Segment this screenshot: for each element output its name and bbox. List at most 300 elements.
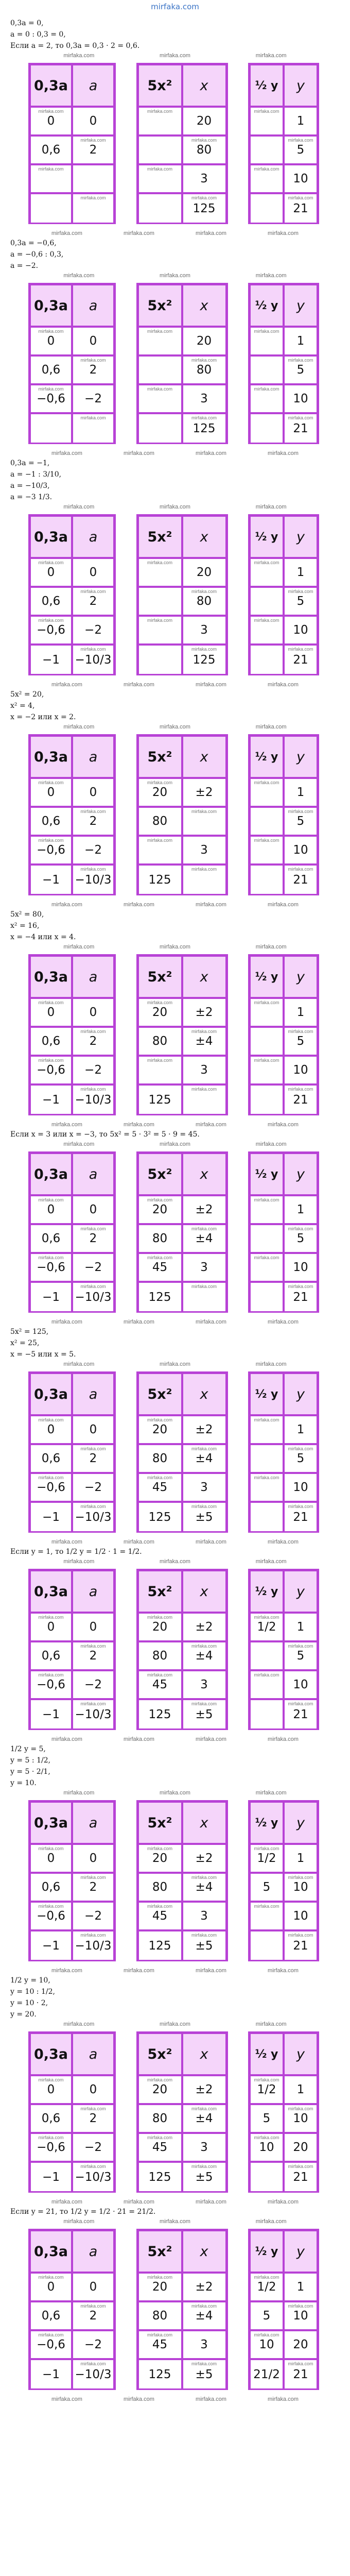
watermark: mirfaka.com (63, 53, 95, 59)
table-header-cell: 5x² (138, 1570, 182, 1613)
table-cell (72, 1670, 114, 1699)
tables-row (28, 734, 319, 895)
table-cell-value: 2 (89, 363, 97, 377)
watermark: mirfaka.com (124, 1968, 154, 1974)
table-cell-value: −0,6 (37, 1678, 65, 1691)
table-cell-value: −2 (84, 1261, 102, 1274)
solution-step (0, 1975, 350, 2020)
watermark: mirfaka.com (191, 589, 217, 594)
table-cell-value: 125 (192, 421, 216, 435)
table-header-cell: x (182, 1802, 226, 1844)
table-cell (30, 2330, 72, 2359)
table-cell (182, 164, 226, 193)
watermark: mirfaka.com (51, 2199, 82, 2205)
table-cell (250, 1084, 284, 1115)
table-cell (182, 2075, 226, 2104)
table-header-cell: a (72, 1373, 114, 1415)
table-cell (30, 1415, 72, 1444)
table-cell-value: 0,6 (41, 1649, 61, 1663)
watermark: mirfaka.com (147, 618, 173, 623)
table-header-cell: y (284, 1373, 318, 1415)
table-cell (250, 998, 284, 1027)
table-cell-value: 5 (262, 2309, 271, 2323)
table-03a (28, 954, 116, 1115)
tables-row (28, 1800, 319, 1961)
watermark: mirfaka.com (255, 53, 287, 59)
table-cell (30, 107, 72, 135)
table-cell (250, 1670, 284, 1699)
table-cell (284, 1902, 318, 1930)
table-cell (138, 2162, 182, 2192)
table-header-cell: x (182, 1570, 226, 1613)
table-cell (250, 2330, 284, 2359)
equation-line: a = −3 1/3. (10, 493, 52, 501)
table-5x2 (136, 1800, 228, 1961)
table-cell-value: 80 (152, 1035, 168, 1048)
table-cell (30, 1444, 72, 1473)
tables-row (28, 2031, 319, 2193)
watermark: mirfaka.com (147, 1000, 173, 1005)
equation-line: y = 5 · 2/1, (10, 1768, 50, 1776)
table-cell (284, 998, 318, 1027)
solution-step (0, 457, 350, 503)
table-cell-value: 3 (200, 1481, 208, 1494)
watermark: mirfaka.com (80, 1933, 106, 1938)
solution-step (0, 1546, 350, 1557)
table-cell-value: 21 (293, 2170, 308, 2184)
table-cell (72, 616, 114, 645)
watermark: mirfaka.com (80, 2106, 106, 2111)
watermark: mirfaka.com (80, 358, 106, 363)
watermark: mirfaka.com (51, 230, 82, 236)
table-cell-value: −10/3 (75, 1290, 112, 1304)
table-cell-value: −1 (42, 1510, 60, 1524)
table-cell (30, 1613, 72, 1641)
table-cell (72, 2359, 114, 2389)
table-cell (72, 2162, 114, 2192)
table-cell-value: 1 (296, 2280, 305, 2294)
table-cell (138, 1473, 182, 1502)
watermark: mirfaka.com (255, 2021, 287, 2027)
watermark: mirfaka.com (268, 230, 299, 236)
table-cell (30, 778, 72, 807)
site-logo[interactable]: mirfaka.com (151, 2, 199, 11)
watermark: mirfaka.com (80, 867, 106, 872)
table-cell (284, 413, 318, 444)
table-cell-value: 20 (152, 1006, 168, 1019)
table-cell (250, 1473, 284, 1502)
site-header (0, 0, 350, 18)
table-cell-value: 80 (152, 1232, 168, 1245)
table-cell-value: 20 (152, 1203, 168, 1216)
table-cell-value: 0,6 (41, 1880, 61, 1894)
watermark: mirfaka.com (255, 1558, 287, 1565)
table-cell (138, 778, 182, 807)
watermark: mirfaka.com (254, 386, 279, 392)
watermark-row (0, 901, 350, 909)
table-cell (182, 807, 226, 836)
watermark: mirfaka.com (38, 1615, 64, 1620)
table-cell-value: 80 (152, 1452, 168, 1465)
watermark: mirfaka.com (38, 2275, 64, 2280)
table-cell-value: 0,6 (41, 1452, 61, 1465)
table-cell-value: 2 (89, 1452, 97, 1465)
watermark: mirfaka.com (268, 1736, 299, 1742)
equation-line: 5x² = 20, (10, 690, 44, 699)
solution-step (0, 1326, 350, 1360)
watermark: mirfaka.com (255, 2218, 287, 2225)
watermark: mirfaka.com (160, 724, 190, 730)
watermark: mirfaka.com (191, 2303, 217, 2309)
table-cell-value: 0 (89, 1620, 97, 1634)
watermark: mirfaka.com (288, 1701, 313, 1706)
table-cell (30, 1873, 72, 1902)
table-cell (138, 1670, 182, 1699)
table-cell (30, 164, 72, 193)
table-cell-value: 80 (152, 2309, 168, 2323)
watermark: mirfaka.com (80, 1875, 106, 1880)
table-cell (138, 1699, 182, 1730)
table-cell-value: 125 (192, 201, 216, 215)
watermark: mirfaka.com (124, 1539, 154, 1545)
watermark: mirfaka.com (124, 1319, 154, 1325)
table-cell-value: 1/2 (257, 2083, 276, 2096)
table-cell-value: 0 (89, 1423, 97, 1436)
watermark: mirfaka.com (288, 809, 313, 814)
watermark: mirfaka.com (288, 2303, 313, 2309)
watermark: mirfaka.com (63, 1790, 95, 1796)
watermark: mirfaka.com (191, 358, 217, 363)
table-cell-value: 0 (89, 2280, 97, 2294)
table-cell-value: 45 (152, 1261, 168, 1274)
watermark: mirfaka.com (288, 358, 313, 363)
table-cell (182, 1502, 226, 1532)
table-cell-value: 80 (152, 1880, 168, 1894)
table-cell (182, 1641, 226, 1670)
table-cell-value: −0,6 (37, 2338, 65, 2351)
watermark: mirfaka.com (160, 944, 190, 950)
table-cell-value: 10 (293, 1261, 308, 1274)
watermark: mirfaka.com (80, 589, 106, 594)
watermark: mirfaka.com (80, 415, 106, 420)
table-cell (284, 1253, 318, 1282)
table-cell-value: 0 (47, 1852, 55, 1865)
watermark: mirfaka.com (268, 450, 299, 456)
watermark-row (0, 1735, 350, 1743)
table-cell (250, 1415, 284, 1444)
table-cell (182, 1902, 226, 1930)
table-header-cell: ½ y (250, 2230, 284, 2273)
watermark: mirfaka.com (254, 1615, 279, 1620)
table-03a (28, 283, 116, 444)
table-cell-value: 0 (47, 1006, 55, 1019)
equation-line: Если a = 2, то 0,3a = 0,3 · 2 = 0,6. (10, 42, 140, 50)
table-cell-value: 0,6 (41, 815, 61, 828)
watermark: mirfaka.com (38, 1904, 64, 1909)
table-cell-value: ±5 (195, 1707, 213, 1721)
table-5x2 (136, 2229, 228, 2390)
watermark: mirfaka.com (254, 1417, 279, 1422)
watermark: mirfaka.com (254, 618, 279, 623)
table-cell-value: ±2 (195, 2280, 213, 2294)
watermark: mirfaka.com (191, 195, 217, 200)
table-cell-value: 0 (89, 114, 97, 128)
table-header-cell: a (72, 736, 114, 778)
table-header-cell: a (72, 2033, 114, 2075)
table-cell (138, 558, 182, 587)
table-cell (72, 1844, 114, 1873)
table-half-y (248, 63, 319, 224)
table-5x2 (136, 514, 228, 675)
table-cell (284, 2162, 318, 2192)
table-cell (72, 645, 114, 675)
watermark: mirfaka.com (196, 1539, 226, 1545)
watermark: mirfaka.com (254, 1000, 279, 1005)
table-cell (250, 1282, 284, 1312)
table-cell (30, 1027, 72, 1056)
watermark: mirfaka.com (147, 1475, 173, 1480)
table-cell (250, 355, 284, 384)
watermark: mirfaka.com (51, 1968, 82, 1974)
table-cell (284, 587, 318, 616)
table-cell-value: 10 (293, 1063, 308, 1077)
equation-line: a = −2. (10, 262, 39, 270)
solution-step (0, 18, 350, 52)
table-cell (138, 836, 182, 865)
watermark: mirfaka.com (191, 1446, 217, 1451)
table-cell-value: 20 (293, 2338, 308, 2351)
table-cell-value: 0 (47, 566, 55, 579)
table-cell-value: 1/2 (257, 2280, 276, 2294)
table-cell-value: −2 (84, 843, 102, 857)
watermark: mirfaka.com (160, 504, 190, 510)
table-cell (138, 587, 182, 616)
table-cell (72, 1415, 114, 1444)
table-cell-value: ±2 (195, 2083, 213, 2096)
table-header-cell: x (182, 284, 226, 327)
watermark: mirfaka.com (254, 1672, 279, 1677)
table-cell (30, 413, 72, 444)
watermark: mirfaka.com (80, 1226, 106, 1231)
table-cell (250, 1613, 284, 1641)
table-cell-value: 0 (47, 334, 55, 348)
watermark: mirfaka.com (255, 504, 287, 510)
table-03a (28, 2229, 116, 2390)
table-header-cell: 0,3a (30, 1153, 72, 1195)
table-cell-value: −10/3 (75, 873, 112, 887)
table-cell (182, 355, 226, 384)
table-cell (138, 2133, 182, 2162)
table-cell-value: 5 (296, 815, 305, 828)
table-cell-value: 20 (152, 1852, 168, 1865)
table-cell (72, 413, 114, 444)
watermark: mirfaka.com (254, 1197, 279, 1202)
watermark: mirfaka.com (191, 415, 217, 420)
table-cell-value: 125 (148, 1093, 171, 1107)
watermark: mirfaka.com (38, 1197, 64, 1202)
watermark: mirfaka.com (147, 1904, 173, 1909)
watermark: mirfaka.com (124, 2396, 154, 2402)
watermark-row (0, 2020, 350, 2028)
table-cell-value: −2 (84, 1481, 102, 1494)
watermark-row (0, 1360, 350, 1368)
table-cell-value: 3 (200, 843, 208, 857)
watermark: mirfaka.com (51, 2396, 82, 2402)
table-cell-value: 20 (196, 334, 212, 348)
table-cell-value: 125 (148, 2367, 171, 2381)
watermark: mirfaka.com (38, 1000, 64, 1005)
table-cell (30, 1224, 72, 1253)
table-header-cell: ½ y (250, 284, 284, 327)
table-cell (284, 327, 318, 355)
table-cell-value: 0 (47, 114, 55, 128)
table-header-cell: y (284, 1153, 318, 1195)
table-cell-value: ±2 (195, 1203, 213, 1216)
table-cell (72, 1930, 114, 1961)
table-cell-value: 5 (296, 1232, 305, 1245)
table-cell-value: 0,6 (41, 595, 61, 608)
table-cell-value: 10 (293, 1481, 308, 1494)
watermark: mirfaka.com (191, 2106, 217, 2111)
table-header-cell: ½ y (250, 516, 284, 558)
table-cell-value: −1 (42, 1939, 60, 1953)
table-cell (284, 1473, 318, 1502)
table-cell (182, 384, 226, 413)
watermark: mirfaka.com (63, 504, 95, 510)
watermark: mirfaka.com (254, 2135, 279, 2140)
watermark: mirfaka.com (288, 867, 313, 872)
table-cell (30, 1253, 72, 1282)
watermark: mirfaka.com (38, 2135, 64, 2140)
table-cell (30, 807, 72, 836)
table-cell-value: 10 (293, 1880, 308, 1894)
table-cell (30, 2075, 72, 2104)
table-cell (182, 2273, 226, 2301)
equation-line: x² = 4, (10, 702, 35, 710)
watermark: mirfaka.com (51, 682, 82, 688)
watermark-row (0, 1121, 350, 1129)
table-cell (138, 1873, 182, 1902)
table-cell (250, 2273, 284, 2301)
table-cell-value: −1 (42, 1707, 60, 1721)
watermark: mirfaka.com (268, 2199, 299, 2205)
table-header-cell: ½ y (250, 1802, 284, 1844)
table-cell (72, 1084, 114, 1115)
table-cell-value: ±2 (195, 786, 213, 799)
table-cell-value: 125 (148, 1290, 171, 1304)
table-cell (250, 2075, 284, 2104)
table-cell-value: 80 (196, 143, 212, 157)
tables-row (28, 1371, 319, 1533)
table-cell (72, 865, 114, 895)
table-cell (30, 836, 72, 865)
table-cell (72, 2330, 114, 2359)
table-cell (72, 1473, 114, 1502)
table-cell-value: −10/3 (75, 2367, 112, 2381)
table-5x2 (136, 1569, 228, 1730)
watermark: mirfaka.com (160, 2021, 190, 2027)
table-cell-value: ±5 (195, 1939, 213, 1953)
table-cell-value: −0,6 (37, 2141, 65, 2154)
table-cell-value: −10/3 (75, 1707, 112, 1721)
table-cell-value: 3 (200, 1678, 208, 1691)
solution-step (0, 1743, 350, 1789)
watermark: mirfaka.com (191, 1087, 217, 1092)
table-03a (28, 1800, 116, 1961)
watermark: mirfaka.com (191, 2361, 217, 2366)
table-header-cell: 0,3a (30, 1802, 72, 1844)
watermark: mirfaka.com (80, 1087, 106, 1092)
equation-line: a = −1 : 3/10, (10, 470, 62, 479)
watermark-row (0, 449, 350, 457)
table-cell-value: ±4 (195, 2309, 213, 2323)
table-cell (72, 1027, 114, 1056)
watermark: mirfaka.com (147, 2332, 173, 2337)
watermark: mirfaka.com (254, 2077, 279, 2082)
table-header-cell: x (182, 736, 226, 778)
table-cell (138, 135, 182, 164)
watermark: mirfaka.com (80, 809, 106, 814)
table-cell-value: −0,6 (37, 623, 65, 637)
table-cell-value: −0,6 (37, 1261, 65, 1274)
table-5x2 (136, 954, 228, 1115)
table-cell-value: 21 (293, 653, 308, 667)
table-cell-value: 2 (89, 815, 97, 828)
table-cell-value: 21 (293, 1939, 308, 1953)
table-cell (138, 2359, 182, 2389)
table-cell (30, 1699, 72, 1730)
table-cell-value: 45 (152, 2141, 168, 2154)
table-cell-value: 0 (89, 566, 97, 579)
watermark: mirfaka.com (254, 1058, 279, 1063)
table-cell (250, 1930, 284, 1961)
table-cell (284, 778, 318, 807)
table-cell (182, 1282, 226, 1312)
table-cell-value: −10/3 (75, 1093, 112, 1107)
table-cell (284, 1224, 318, 1253)
table-cell-value: 21/2 (253, 2367, 280, 2381)
watermark: mirfaka.com (147, 1846, 173, 1851)
watermark: mirfaka.com (288, 2106, 313, 2111)
equation-line: y = 10 : 1/2, (10, 1988, 55, 1996)
table-cell-value: ±5 (195, 1510, 213, 1524)
table-cell (72, 2075, 114, 2104)
table-cell-value: 0 (47, 2280, 55, 2294)
watermark: mirfaka.com (254, 1475, 279, 1480)
table-cell (250, 2359, 284, 2389)
table-cell-value: −2 (84, 392, 102, 405)
table-cell (182, 1415, 226, 1444)
table-5x2 (136, 63, 228, 224)
watermark-row (0, 681, 350, 689)
watermark: mirfaka.com (147, 1058, 173, 1063)
table-header-cell: 5x² (138, 516, 182, 558)
watermark: mirfaka.com (51, 902, 82, 908)
table-header-cell: a (72, 64, 114, 107)
table-cell (284, 355, 318, 384)
watermark: mirfaka.com (124, 2199, 154, 2205)
table-cell (138, 355, 182, 384)
solution-step (0, 689, 350, 723)
table-cell-value: 10 (293, 392, 308, 405)
watermark: mirfaka.com (268, 902, 299, 908)
table-cell (138, 1502, 182, 1532)
table-cell-value: ±2 (195, 1006, 213, 1019)
table-cell (250, 558, 284, 587)
watermark: mirfaka.com (124, 1736, 154, 1742)
table-cell-value: 10 (259, 2141, 274, 2154)
watermark: mirfaka.com (288, 1029, 313, 1034)
